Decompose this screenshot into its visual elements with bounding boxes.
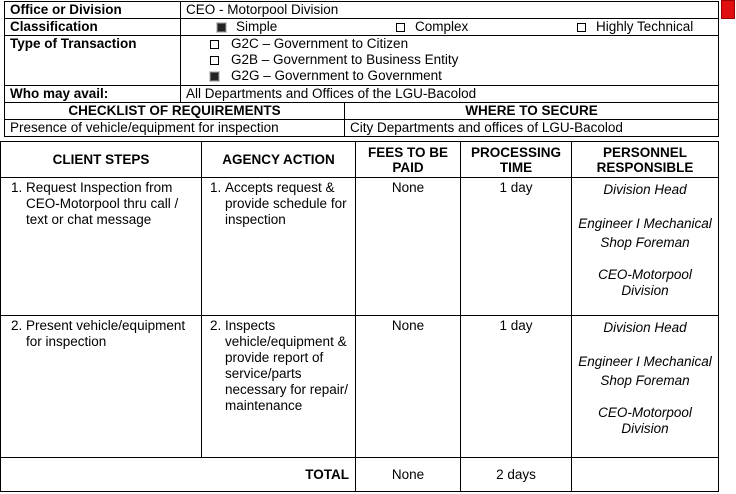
action-number: 1. [210, 180, 222, 195]
unchecked-checkbox-icon [210, 56, 219, 65]
total-row [1, 458, 719, 492]
unchecked-checkbox-icon [210, 40, 219, 49]
service-info-table [4, 1, 719, 137]
client-steps-table [0, 141, 719, 492]
red-corner-marker [721, 0, 735, 19]
header-fees: FEES TO BE PAID [356, 142, 461, 178]
total-personnel-empty [572, 458, 719, 492]
classification-simple-label: Simple [236, 19, 278, 34]
header-processing-time: PROCESSING TIME [461, 142, 572, 178]
where-item: City Departments and offices of LGU-Bacolod [345, 120, 719, 137]
client-step-text: Request Inspection from CEO-Motorpool thru call / text or chat message [26, 180, 179, 227]
personnel-line: Division Head [603, 320, 687, 335]
transaction-label: Type of Transaction [5, 36, 181, 86]
office-label: Office or Division [5, 2, 181, 19]
checklist-header: CHECKLIST OF REQUIREMENTS [5, 103, 345, 120]
classification-label: Classification [5, 19, 181, 36]
total-label: TOTAL [1, 458, 356, 492]
personnel-line: CEO-Motorpool Division [598, 267, 692, 298]
transaction-g2g-label: G2G – Government to Government [231, 68, 442, 83]
personnel-cell [572, 316, 719, 458]
header-agency-action: AGENCY ACTION [202, 142, 356, 178]
personnel-line: Engineer I Mechanical Shop Foreman [578, 354, 712, 388]
client-step-text: Present vehicle/equipment for inspection [26, 318, 186, 349]
transaction-g2b-label: G2B – Government to Business Entity [231, 52, 459, 67]
unchecked-checkbox-icon [577, 23, 586, 32]
transaction-g2g [210, 68, 713, 84]
transaction-g2c [210, 36, 713, 52]
who-value: All Departments and Offices of the LGU-Bacolod [181, 86, 719, 103]
total-fee: None [356, 458, 461, 492]
fee-value: None [356, 178, 461, 316]
classification-options [181, 19, 719, 36]
table-row [1, 316, 719, 458]
checked-checkbox-icon [217, 23, 226, 32]
agency-action-text: Accepts request & provide schedule for inspection [225, 180, 347, 227]
personnel-line: CEO-Motorpool Division [598, 405, 692, 436]
where-header: WHERE TO SECURE [345, 103, 719, 120]
header-personnel: PERSONNEL RESPONSIBLE [572, 142, 719, 178]
header-client-steps: CLIENT STEPS [1, 142, 202, 178]
table-row [1, 178, 719, 316]
step-number: 2. [11, 318, 23, 333]
total-time: 2 days [461, 458, 572, 492]
processing-time-value: 1 day [461, 178, 572, 316]
transaction-g2c-label: G2C – Government to Citizen [231, 36, 409, 51]
agency-action-text: Inspects vehicle/equipment & provide report of service/parts necessary for repair/ maintenance [225, 318, 349, 413]
table-header-row [1, 142, 719, 178]
transaction-options [181, 36, 719, 86]
office-value: CEO - Motorpool Division [181, 2, 719, 19]
checked-checkbox-icon [210, 72, 219, 81]
unchecked-checkbox-icon [396, 23, 405, 32]
fee-value: None [356, 316, 461, 458]
personnel-cell [572, 178, 719, 316]
classification-simple [217, 19, 396, 35]
classification-highly-technical-label: Highly Technical [596, 19, 694, 34]
transaction-g2b [210, 52, 713, 68]
personnel-line: Engineer I Mechanical Shop Foreman [578, 216, 712, 250]
action-number: 2. [210, 318, 222, 333]
who-label: Who may avail: [5, 86, 181, 103]
classification-complex-label: Complex [415, 19, 469, 34]
classification-highly-technical [577, 19, 693, 35]
classification-complex [396, 19, 577, 35]
processing-time-value: 1 day [461, 316, 572, 458]
checklist-item: Presence of vehicle/equipment for inspection [5, 120, 345, 137]
personnel-line: Division Head [603, 182, 687, 197]
step-number: 1. [11, 180, 23, 195]
